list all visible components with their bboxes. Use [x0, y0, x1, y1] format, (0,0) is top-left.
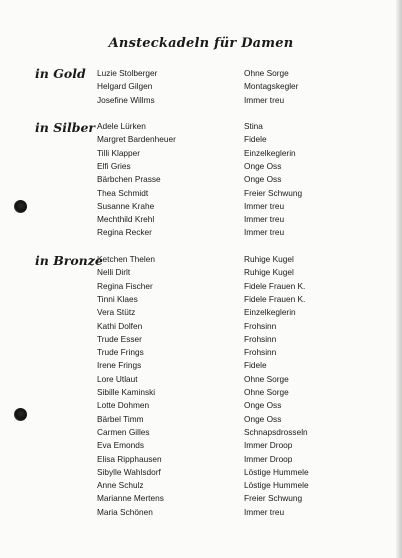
recipient-name: Lore Utlaut	[97, 373, 138, 384]
recipient-name: Kathi Dolfen	[97, 320, 143, 331]
recipient-name: Trude Frings	[97, 347, 144, 358]
recipient-name: Susanne Krahe	[97, 200, 155, 211]
club-name: Frohsinn	[244, 333, 277, 344]
recipient-name: Maria Schönen	[97, 506, 153, 517]
club-name: Fidele	[244, 360, 267, 371]
club-name: Immer treu	[244, 200, 285, 211]
club-name: Onge Oss	[244, 400, 282, 411]
recipient-name: Elisa Ripphausen	[97, 453, 162, 464]
recipient-name: Mechthild Krehl	[97, 214, 155, 225]
punch-hole-upper	[14, 200, 27, 213]
club-name: Freier Schwung	[244, 493, 303, 504]
club-name: Einzelkeglerin	[244, 147, 296, 158]
section-label: in Silber	[35, 120, 95, 135]
club-name: Löstige Hummele	[244, 480, 309, 491]
club-name: Onge Oss	[244, 160, 282, 171]
recipient-name: Ketchen Thelen	[97, 254, 155, 264]
club-name: Immer treu	[244, 214, 285, 225]
section-label: in Gold	[35, 66, 86, 81]
recipient-name: Anne Schulz	[97, 480, 144, 491]
club-name: Freier Schwung	[244, 187, 303, 198]
recipient-name: Regina Fischer	[97, 280, 153, 291]
club-name: Immer treu	[244, 227, 285, 238]
recipient-name: Bärbel Timm	[97, 413, 144, 424]
recipient-name: Sibylle Wahlsdorf	[97, 466, 161, 477]
club-name: Immer Droop	[244, 453, 293, 464]
club-name: Ohne Sorge	[244, 373, 289, 384]
club-name: Onge Oss	[244, 413, 282, 424]
recipient-name: Carmen Gilles	[97, 426, 150, 437]
club-name: Ohne Sorge	[244, 387, 289, 397]
recipient-name: Sibille Kaminski	[97, 387, 156, 397]
club-name: Montagskegler	[244, 81, 299, 92]
club-name: Immer treu	[244, 94, 285, 105]
recipient-name: Thea Schmidt	[97, 187, 149, 198]
recipient-name: Eva Emonds	[97, 440, 145, 451]
recipient-name: Elfi Gries	[97, 160, 131, 171]
club-name: Fidele Frauen K.	[244, 293, 306, 304]
club-name: Onge Oss	[244, 174, 282, 185]
club-name: Immer Droop	[244, 440, 293, 451]
recipient-name: Marianne Mertens	[97, 493, 164, 504]
club-name: Stina	[244, 121, 263, 131]
recipient-name: Irene Frings	[97, 360, 142, 371]
recipient-name: Vera Stütz	[97, 307, 136, 318]
club-name: Fidele Frauen K.	[244, 280, 306, 291]
recipient-name: Helgard Gilgen	[97, 81, 153, 92]
recipient-name: Margret Bardenheuer	[97, 134, 176, 145]
recipient-name: Trude Esser	[97, 333, 142, 344]
club-name: Fidele	[244, 134, 267, 145]
recipient-name: Tilli Klapper	[97, 147, 141, 158]
recipient-name: Tinni Klaes	[97, 293, 138, 304]
recipient-name: Josefine Willms	[97, 94, 155, 105]
section-label: in Bronze	[35, 253, 103, 268]
recipient-name: Adele Lürken	[97, 121, 146, 131]
club-name: Ohne Sorge	[244, 68, 289, 78]
recipient-name: Lotte Dohmen	[97, 400, 150, 411]
club-name: Frohsinn	[244, 347, 277, 358]
recipient-name: Luzie Stolberger	[97, 68, 158, 78]
recipient-name: Bärbchen Prasse	[97, 174, 161, 185]
recipient-name: Nelli Dirlt	[97, 267, 131, 278]
page-edge-shadow	[396, 0, 402, 558]
recipient-name: Regina Recker	[97, 227, 152, 238]
club-name: Löstige Hummele	[244, 466, 309, 477]
club-name: Immer treu	[244, 506, 285, 517]
club-name: Ruhige Kugel	[244, 254, 294, 264]
club-name: Frohsinn	[244, 320, 277, 331]
club-name: Schnapsdrosseln	[244, 426, 308, 437]
punch-hole-lower	[14, 408, 27, 421]
page-title: Ansteckadeln für Damen	[108, 36, 294, 51]
club-name: Einzelkeglerin	[244, 307, 296, 318]
club-name: Ruhige Kugel	[244, 267, 294, 278]
